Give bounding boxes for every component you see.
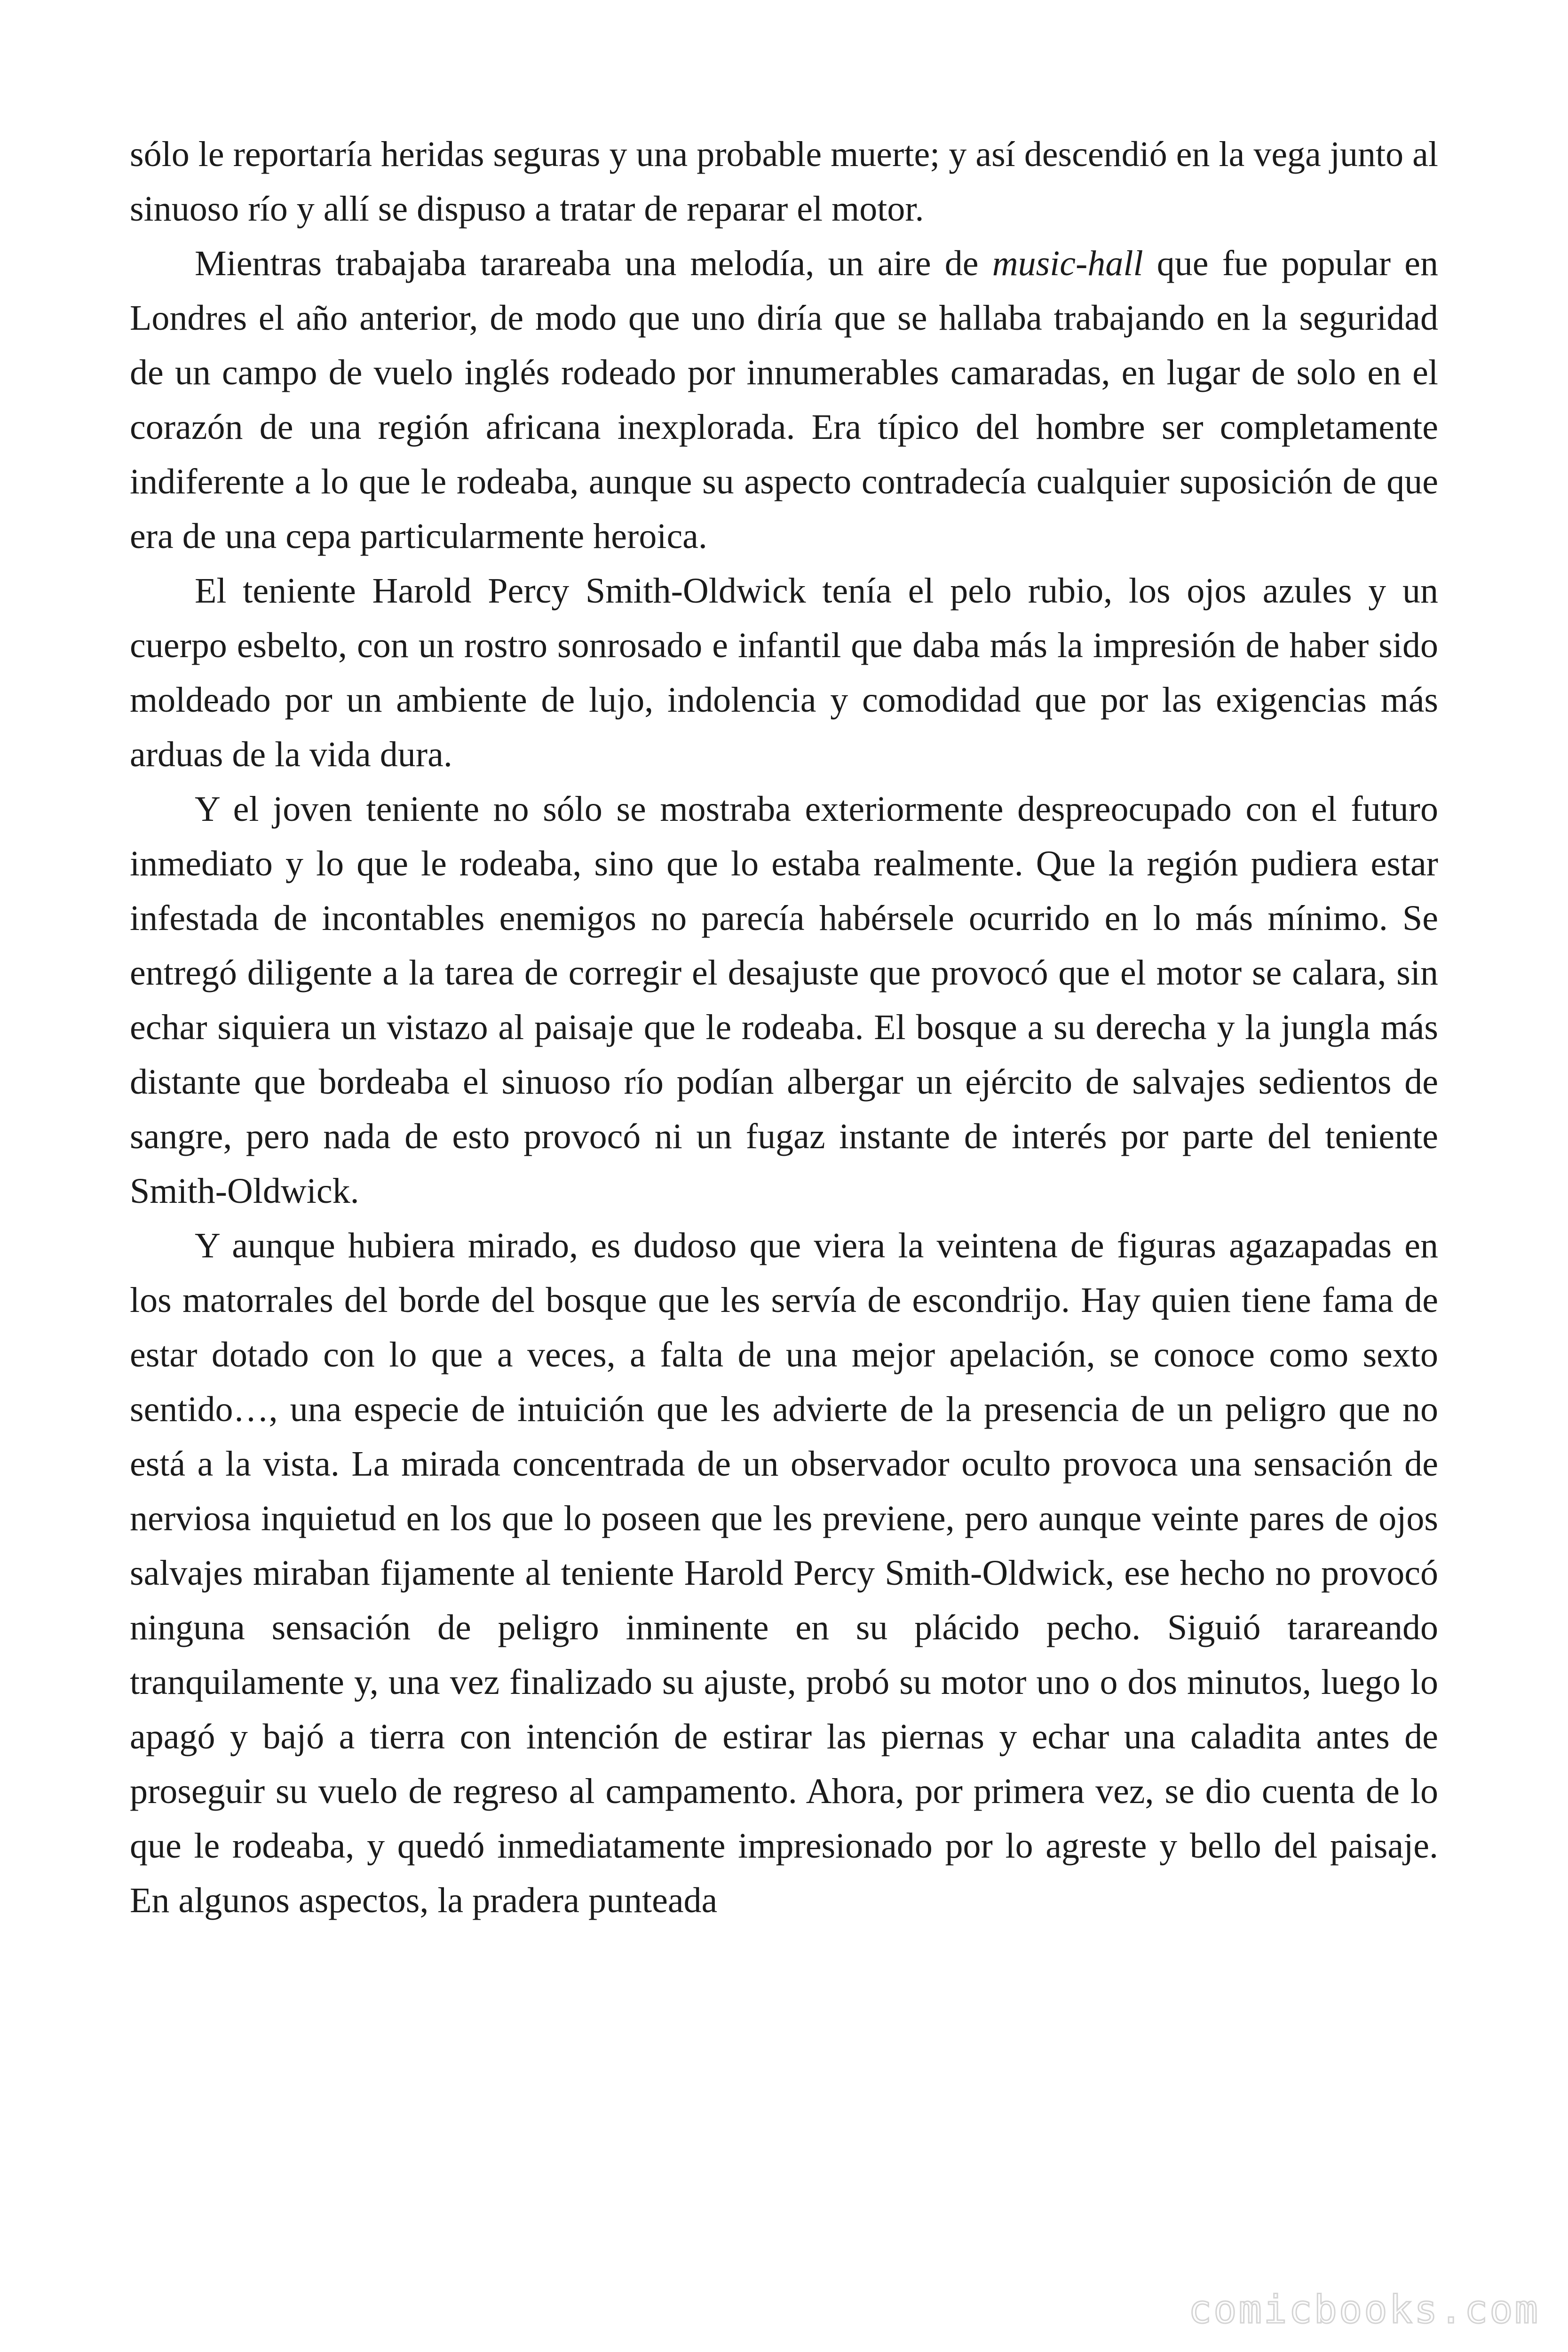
body-text: [130, 127, 1438, 1928]
paragraph: [130, 127, 1438, 236]
paragraph: [130, 1218, 1438, 1928]
paragraph: [130, 236, 1438, 564]
site-watermark: comicbooks.com: [1188, 2288, 1540, 2332]
text-run: que fue popular en Londres el año anterior, de modo que uno diría que se hallaba trabajando en la seguridad de un campo de vuelo inglés rodeado por innumerables camaradas, en lugar de solo en el corazón de una región africana inexplorada. Era típico del hombre ser completamente indiferente a lo que le rodeaba, aunque su aspecto contradecía cualquier suposición de que era de una cepa particularmente heroica.: [130, 244, 1439, 556]
text-run: El teniente Harold Percy Smith-Oldwick tenía el pelo rubio, los ojos azules y un cuerpo esbelto, con un rostro sonrosado e infantil que daba más la impresión de haber sido moldeado por un ambiente de lujo, indolencia y comodidad que por las exigencias más arduas de la vida dura.: [130, 571, 1438, 774]
paragraph: [130, 782, 1438, 1218]
italic-text: music-hall: [992, 244, 1143, 283]
text-run: Mientras trabajaba tarareaba una melodía, un aire de: [195, 244, 992, 283]
paragraph: [130, 564, 1438, 782]
text-run: sólo le reportaría heridas seguras y una probable muerte; y así descendió en la vega junto al sinuoso río y allí se dispuso a tratar de reparar el motor.: [130, 135, 1438, 229]
text-run: Y el joven teniente no sólo se mostraba exteriormente despreocupado con el futuro inmediato y lo que le rodeaba, sino que lo estaba realmente. Que la región pudiera estar infestada de incontables enemigos no parecía habérsele ocurrido en lo más mínimo. Se entregó diligente a la tarea de corregir el desajuste que provocó que el motor se calara, sin echar siquiera un vistazo al paisaje que le rodeaba. El bosque a su derecha y la jungla más distante que bordeaba el sinuoso río podían albergar un ejército de salvajes sedientos de sangre, pero nada de esto provocó ni un fugaz instante de interés por parte del teniente Smith-Oldwick.: [130, 789, 1438, 1211]
text-run: Y aunque hubiera mirado, es dudoso que viera la veintena de figuras agazapadas en los matorrales del borde del bosque que les servía de escondrijo. Hay quien tiene fama de estar dotado con lo que a veces, a falta de una mejor apelación, se conoce como sexto sentido…, una especie de intuición que les advierte de la presencia de un peligro que no está a la vista. La mirada concentrada de un observador oculto provoca una sensación de nerviosa inquietud en los que lo poseen que les previene, pero aunque veinte pares de ojos salvajes miraban fijamente al teniente Harold Percy Smith-Oldwick, ese hecho no provocó ninguna sensación de peligro inminente en su plácido pecho. Siguió tarareando tranquilamente y, una vez finalizado su ajuste, probó su motor uno o dos minutos, luego lo apagó y bajó a tierra con intención de estirar las piernas y echar una caladita antes de proseguir su vuelo de regreso al campamento. Ahora, por primera vez, se dio cuenta de lo que le rodeaba, y quedó inmediatamente impresionado por lo agreste y bello del paisaje. En algunos aspectos, la pradera punteada: [130, 1226, 1438, 1920]
